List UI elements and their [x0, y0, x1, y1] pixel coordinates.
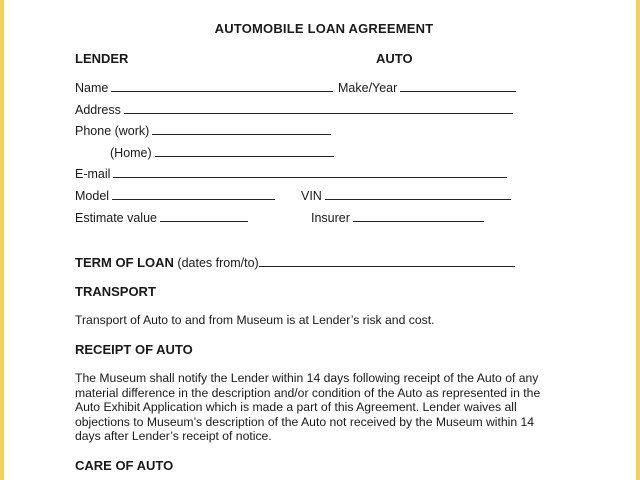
address-blank[interactable] — [124, 103, 513, 114]
model-field[interactable] — [75, 189, 275, 203]
make-year-label: Make/Year — [338, 81, 398, 95]
name-label: Name — [75, 81, 109, 95]
vin-field[interactable] — [301, 189, 511, 203]
estimate-value-label: Estimate value — [75, 211, 157, 225]
term-of-loan-heading: TERM OF LOAN — [75, 255, 174, 270]
estimate-value-field[interactable] — [75, 211, 248, 225]
email-label: E-mail — [75, 167, 111, 181]
insurer-field[interactable] — [311, 211, 484, 225]
insurer-label: Insurer — [311, 211, 350, 225]
insurer-blank[interactable] — [353, 211, 484, 222]
receipt-text: The Museum shall notify the Lender within 14 days following receipt of the Auto of any material difference in the description and/or condition of the Auto as represented in the Auto Exhibit Application which is made a part of this Agreement. Lender waives all objections to Museum’s description of the Auto not received by the Museum within 14 days after Lender’s receipt of notice. — [75, 371, 541, 443]
phone-home-label: (Home) — [110, 146, 152, 160]
lender-heading: LENDER — [75, 51, 129, 66]
care-heading: CARE OF AUTO — [75, 458, 174, 473]
name-blank[interactable] — [111, 81, 333, 92]
make-year-field[interactable] — [338, 81, 516, 95]
phone-work-field[interactable] — [75, 124, 331, 138]
receipt-heading: RECEIPT OF AUTO — [75, 342, 193, 357]
model-label: Model — [75, 189, 110, 203]
phone-work-label: Phone (work) — [75, 124, 150, 138]
transport-heading: TRANSPORT — [75, 284, 156, 299]
phone-work-blank[interactable] — [152, 124, 331, 135]
vin-label: VIN — [301, 189, 322, 203]
email-field[interactable] — [75, 167, 507, 181]
email-blank[interactable] — [113, 167, 507, 178]
term-of-loan-note: (dates from/to) — [177, 256, 259, 270]
transport-text: Transport of Auto to and from Museum is at Lender’s risk and cost. — [75, 313, 435, 327]
auto-heading: AUTO — [376, 51, 413, 66]
vin-blank[interactable] — [325, 189, 511, 200]
phone-home-field[interactable] — [110, 146, 334, 160]
term-of-loan-blank[interactable] — [259, 256, 515, 267]
make-year-blank[interactable] — [400, 81, 516, 92]
estimate-value-blank[interactable] — [160, 211, 248, 222]
document-page — [4, 0, 636, 480]
model-blank[interactable] — [112, 189, 275, 200]
name-field[interactable] — [75, 81, 333, 95]
address-label: Address — [75, 103, 121, 117]
address-field[interactable] — [75, 103, 513, 117]
phone-home-blank[interactable] — [155, 146, 334, 157]
document-title: AUTOMOBILE LOAN AGREEMENT — [214, 21, 434, 36]
term-of-loan-field[interactable] — [75, 255, 515, 270]
